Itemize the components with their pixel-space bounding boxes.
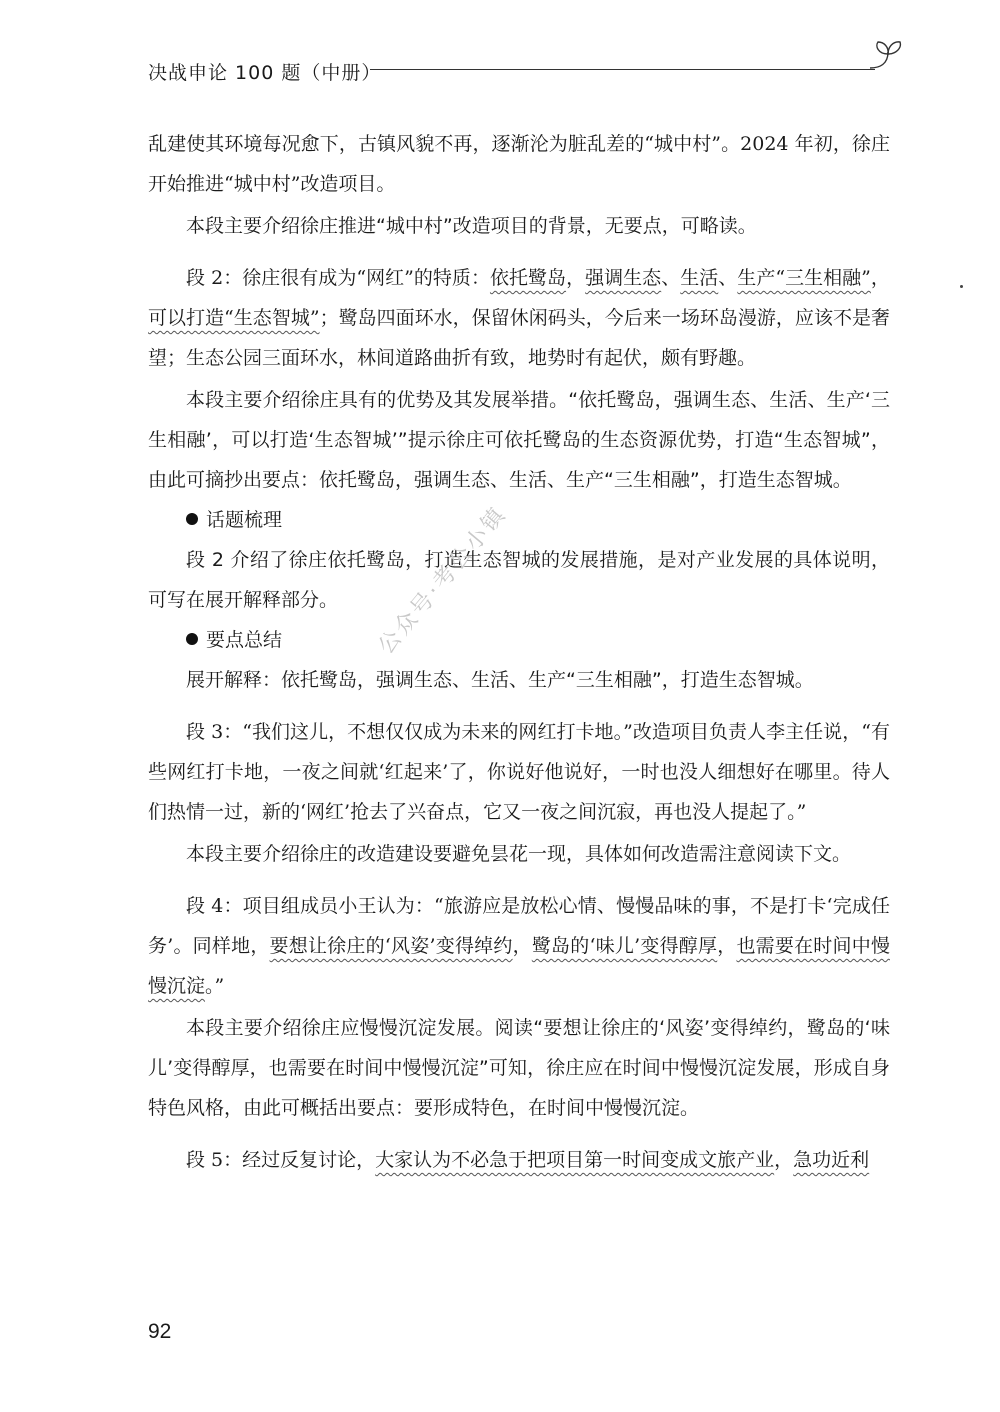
underlined-phrase: 大家认为不必急于把项目第一时间变成文旅产业 [375,1149,775,1171]
header-rule [370,69,875,70]
analysis-paragraph-3: 本段主要介绍徐庄的改造建设要避免昙花一现，具体如何改造需注意阅读下文。 [186,843,852,865]
sprout-icon [866,38,908,76]
underlined-phrase: 强调生态 [585,267,662,289]
analysis-paragraph-1: 本段主要介绍徐庄推进“城中村”改造项目的背景，无要点，可略读。 [186,215,757,237]
bullet-icon [186,513,198,525]
running-header [148,56,900,86]
topic-heading: 话题梳理 [148,500,890,540]
summary-text: 展开解释：依托鹭岛，强调生态、生活、生产“三生相融”，打造生态智城。 [186,669,814,691]
summary-heading: 要点总结 [148,620,890,660]
page-body [148,124,890,1180]
analysis-paragraph-2: 本段主要介绍徐庄具有的优势及其发展举措。“依托鹭岛，强调生态、生活、生产‘三生相融’，可以打造‘生态智城’”提示徐庄可依托鹭岛的生态资源优势，打造“生态智城”，由此可摘抄出要点：依托鹭岛，强调生态、生活、生产“三生相融”，打造生态智城。 [148,389,890,491]
underlined-phrase: 也需要在时间中慢慢沉淀 [148,935,890,997]
material-paragraph-3: 段 3：“我们这儿，不想仅仅成为未来的网红打卡地。”改造项目负责人李主任说，“有些网红打卡地，一夜之间就‘红起来’了，你说好他说好，一时也没人细想好在哪里。待人们热情一过，新的‘网红’抢去了兴奋点，它又一夜之间沉寂，再也没人提起了。” [148,721,890,823]
underlined-phrase: 要想让徐庄的‘风姿’变得绰约 [269,935,513,957]
material-paragraph-1-tail: 乱建使其环境每况愈下，古镇风貌不再，逐渐沦为脏乱差的“城中村”。2024 年初，徐庄开始推进“城中村”改造项目。 [148,133,890,195]
underlined-phrase: 急功近利 [793,1149,870,1171]
underlined-phrase: 生活 [680,267,719,289]
underlined-phrase: 鹭岛的‘味儿’变得醇厚 [531,935,718,957]
material-paragraph-4: 段 4：项目组成员小王认为：“旅游应是放松心情、慢慢品味的事，不是打卡‘完成任务’。同样地，要想让徐庄的‘风姿’变得绰约，鹭岛的‘味儿’变得醇厚，也需要在时间中慢慢沉淀。” [148,895,890,997]
book-title: 决战申论 100 题（中册） [148,62,382,84]
underlined-phrase: 依托鹭岛 [489,267,567,289]
watermark: 公众号·考公小镇 [373,501,512,660]
material-paragraph-2: 段 2：徐庄很有成为“网红”的特质：依托鹭岛，强调生态、生活、生产“三生相融”，可以打造“生态智城”；鹭岛四面环水，保留休闲码头，今后来一场环岛漫游，应该不是奢望；生态公园三面环水，林间道路曲折有致，地势时有起伏，颇有野趣。 [148,267,890,369]
underlined-phrase: 生产“三生相融” [737,267,871,289]
stray-mark [960,285,963,288]
underlined-phrase: 可以打造“生态智城” [148,307,320,329]
material-paragraph-5: 段 5：经过反复讨论，大家认为不必急于把项目第一时间变成文旅产业，急功近利 [186,1149,870,1171]
topic-text: 段 2 介绍了徐庄依托鹭岛，打造生态智城的发展措施，是对产业发展的具体说明，可写在展开解释部分。 [148,549,890,611]
page-number: 92 [148,1320,172,1343]
bullet-icon [186,633,198,645]
analysis-paragraph-4: 本段主要介绍徐庄应慢慢沉淀发展。阅读“要想让徐庄的‘风姿’变得绰约，鹭岛的‘味儿’变得醇厚，也需要在时间中慢慢沉淀”可知，徐庄应在时间中慢慢沉淀发展，形成自身特色风格，由此可概括出要点：要形成特色，在时间中慢慢沉淀。 [148,1017,890,1119]
